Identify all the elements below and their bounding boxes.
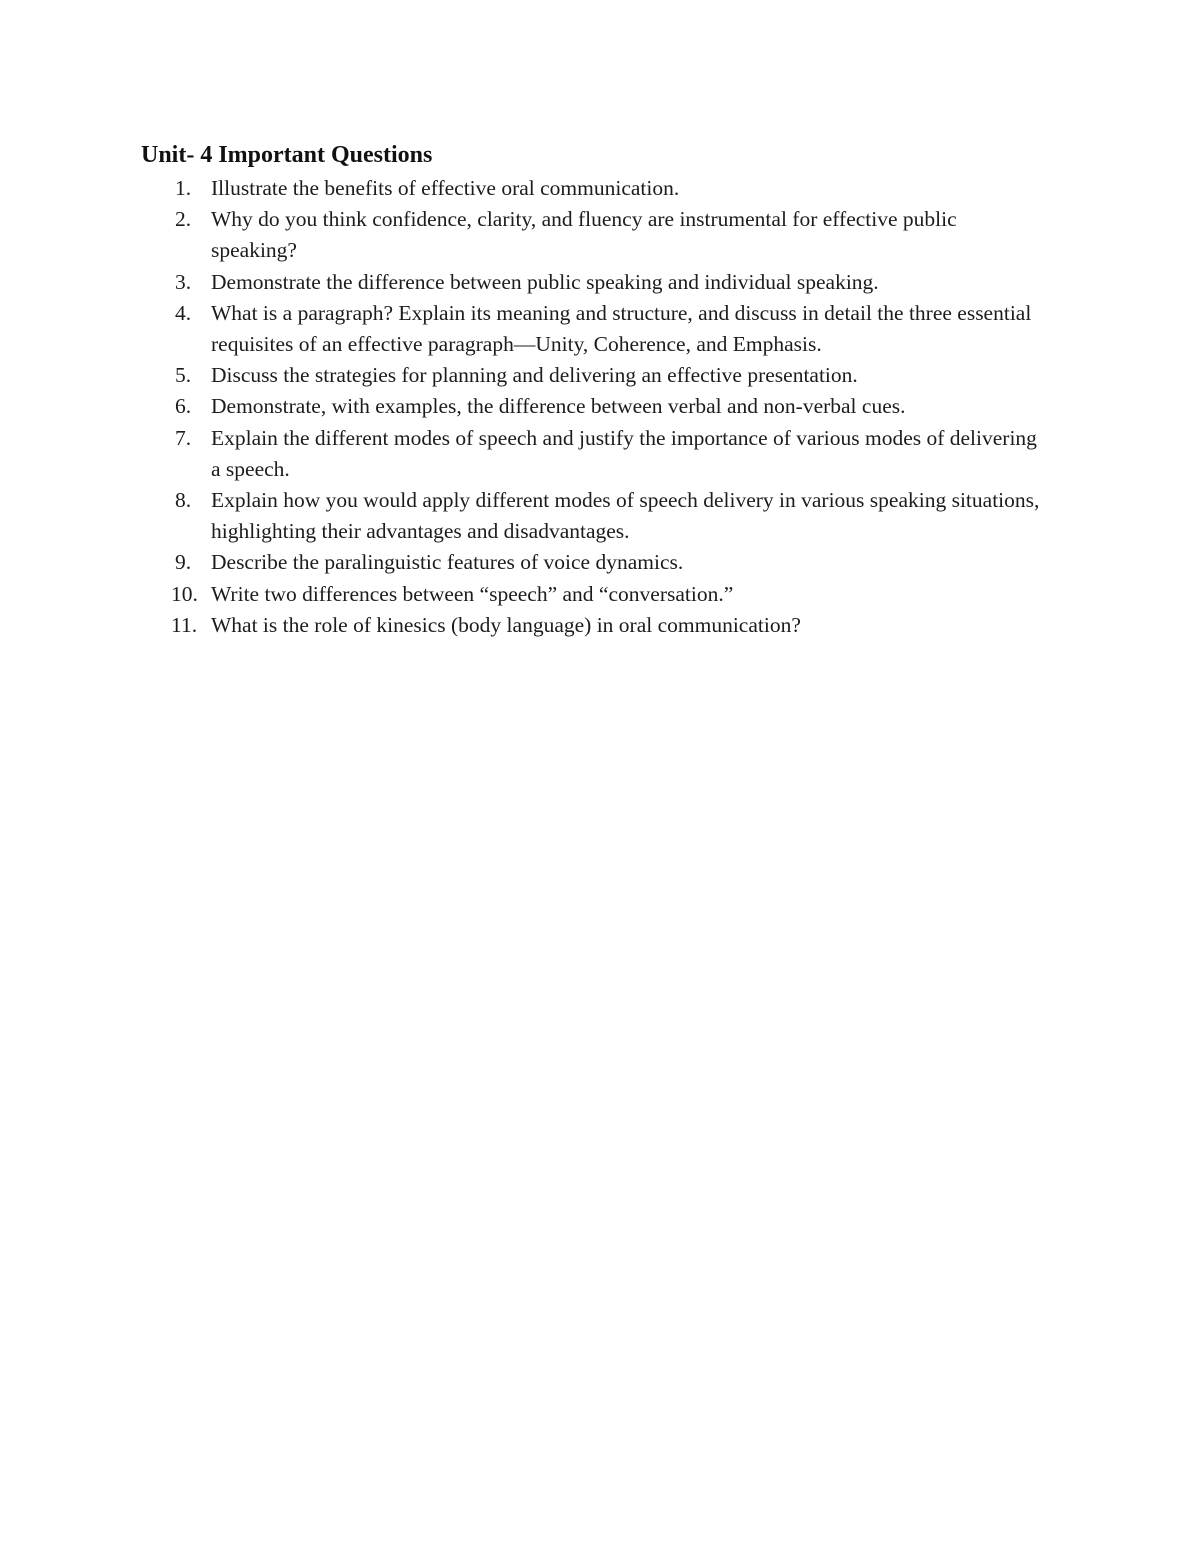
- question-text: What is the role of kinesics (body language) in oral communication?: [211, 612, 801, 637]
- question-number: 5.: [175, 363, 192, 388]
- list-item: [141, 173, 1041, 204]
- question-list: [141, 173, 1041, 641]
- question-number: 8.: [175, 488, 192, 513]
- question-text: What is a paragraph? Explain its meaning and structure, and discuss in detail the three essential requisites of an effective paragraph—Unity, Coherence, and Emphasis.: [211, 300, 1032, 357]
- list-item: [141, 204, 1041, 266]
- question-text: Illustrate the benefits of effective oral communication.: [211, 176, 680, 200]
- question-text: Why do you think confidence, clarity, and fluency are instrumental for effective public speaking?: [211, 207, 957, 263]
- question-number: 1.: [175, 176, 192, 200]
- question-number: 3.: [175, 269, 192, 294]
- question-number: 4.: [175, 300, 192, 325]
- question-number: 9.: [175, 550, 192, 575]
- list-item: [141, 423, 1041, 485]
- list-item: [141, 360, 1041, 391]
- question-number: 10.: [171, 581, 198, 606]
- list-item: [141, 298, 1041, 360]
- list-item: [141, 547, 1041, 578]
- list-item: [141, 267, 1041, 298]
- question-text: Describe the paralinguistic features of voice dynamics.: [211, 550, 684, 575]
- list-item: [141, 485, 1041, 547]
- question-text: Demonstrate the difference between public speaking and individual speaking.: [211, 269, 879, 294]
- list-item: [141, 579, 1041, 610]
- document-content: [141, 140, 1041, 641]
- page-title: Unit- 4 Important Questions: [141, 142, 433, 168]
- question-text: Explain how you would apply different modes of speech delivery in various speaking situations, highlighting their advantages and disadvantages.: [211, 488, 1040, 544]
- list-item: [141, 610, 1041, 641]
- question-text: Demonstrate, with examples, the difference between verbal and non-verbal cues.: [211, 394, 906, 419]
- question-number: 11.: [171, 612, 198, 637]
- question-text: Discuss the strategies for planning and delivering an effective presentation.: [211, 363, 858, 388]
- question-number: 6.: [175, 394, 192, 419]
- question-number: 2.: [175, 207, 192, 232]
- question-number: 7.: [175, 425, 192, 450]
- question-text: Write two differences between “speech” and “conversation.”: [211, 581, 734, 606]
- list-item: [141, 391, 1041, 422]
- question-text: Explain the different modes of speech and justify the importance of various modes of delivering a speech.: [211, 425, 1037, 481]
